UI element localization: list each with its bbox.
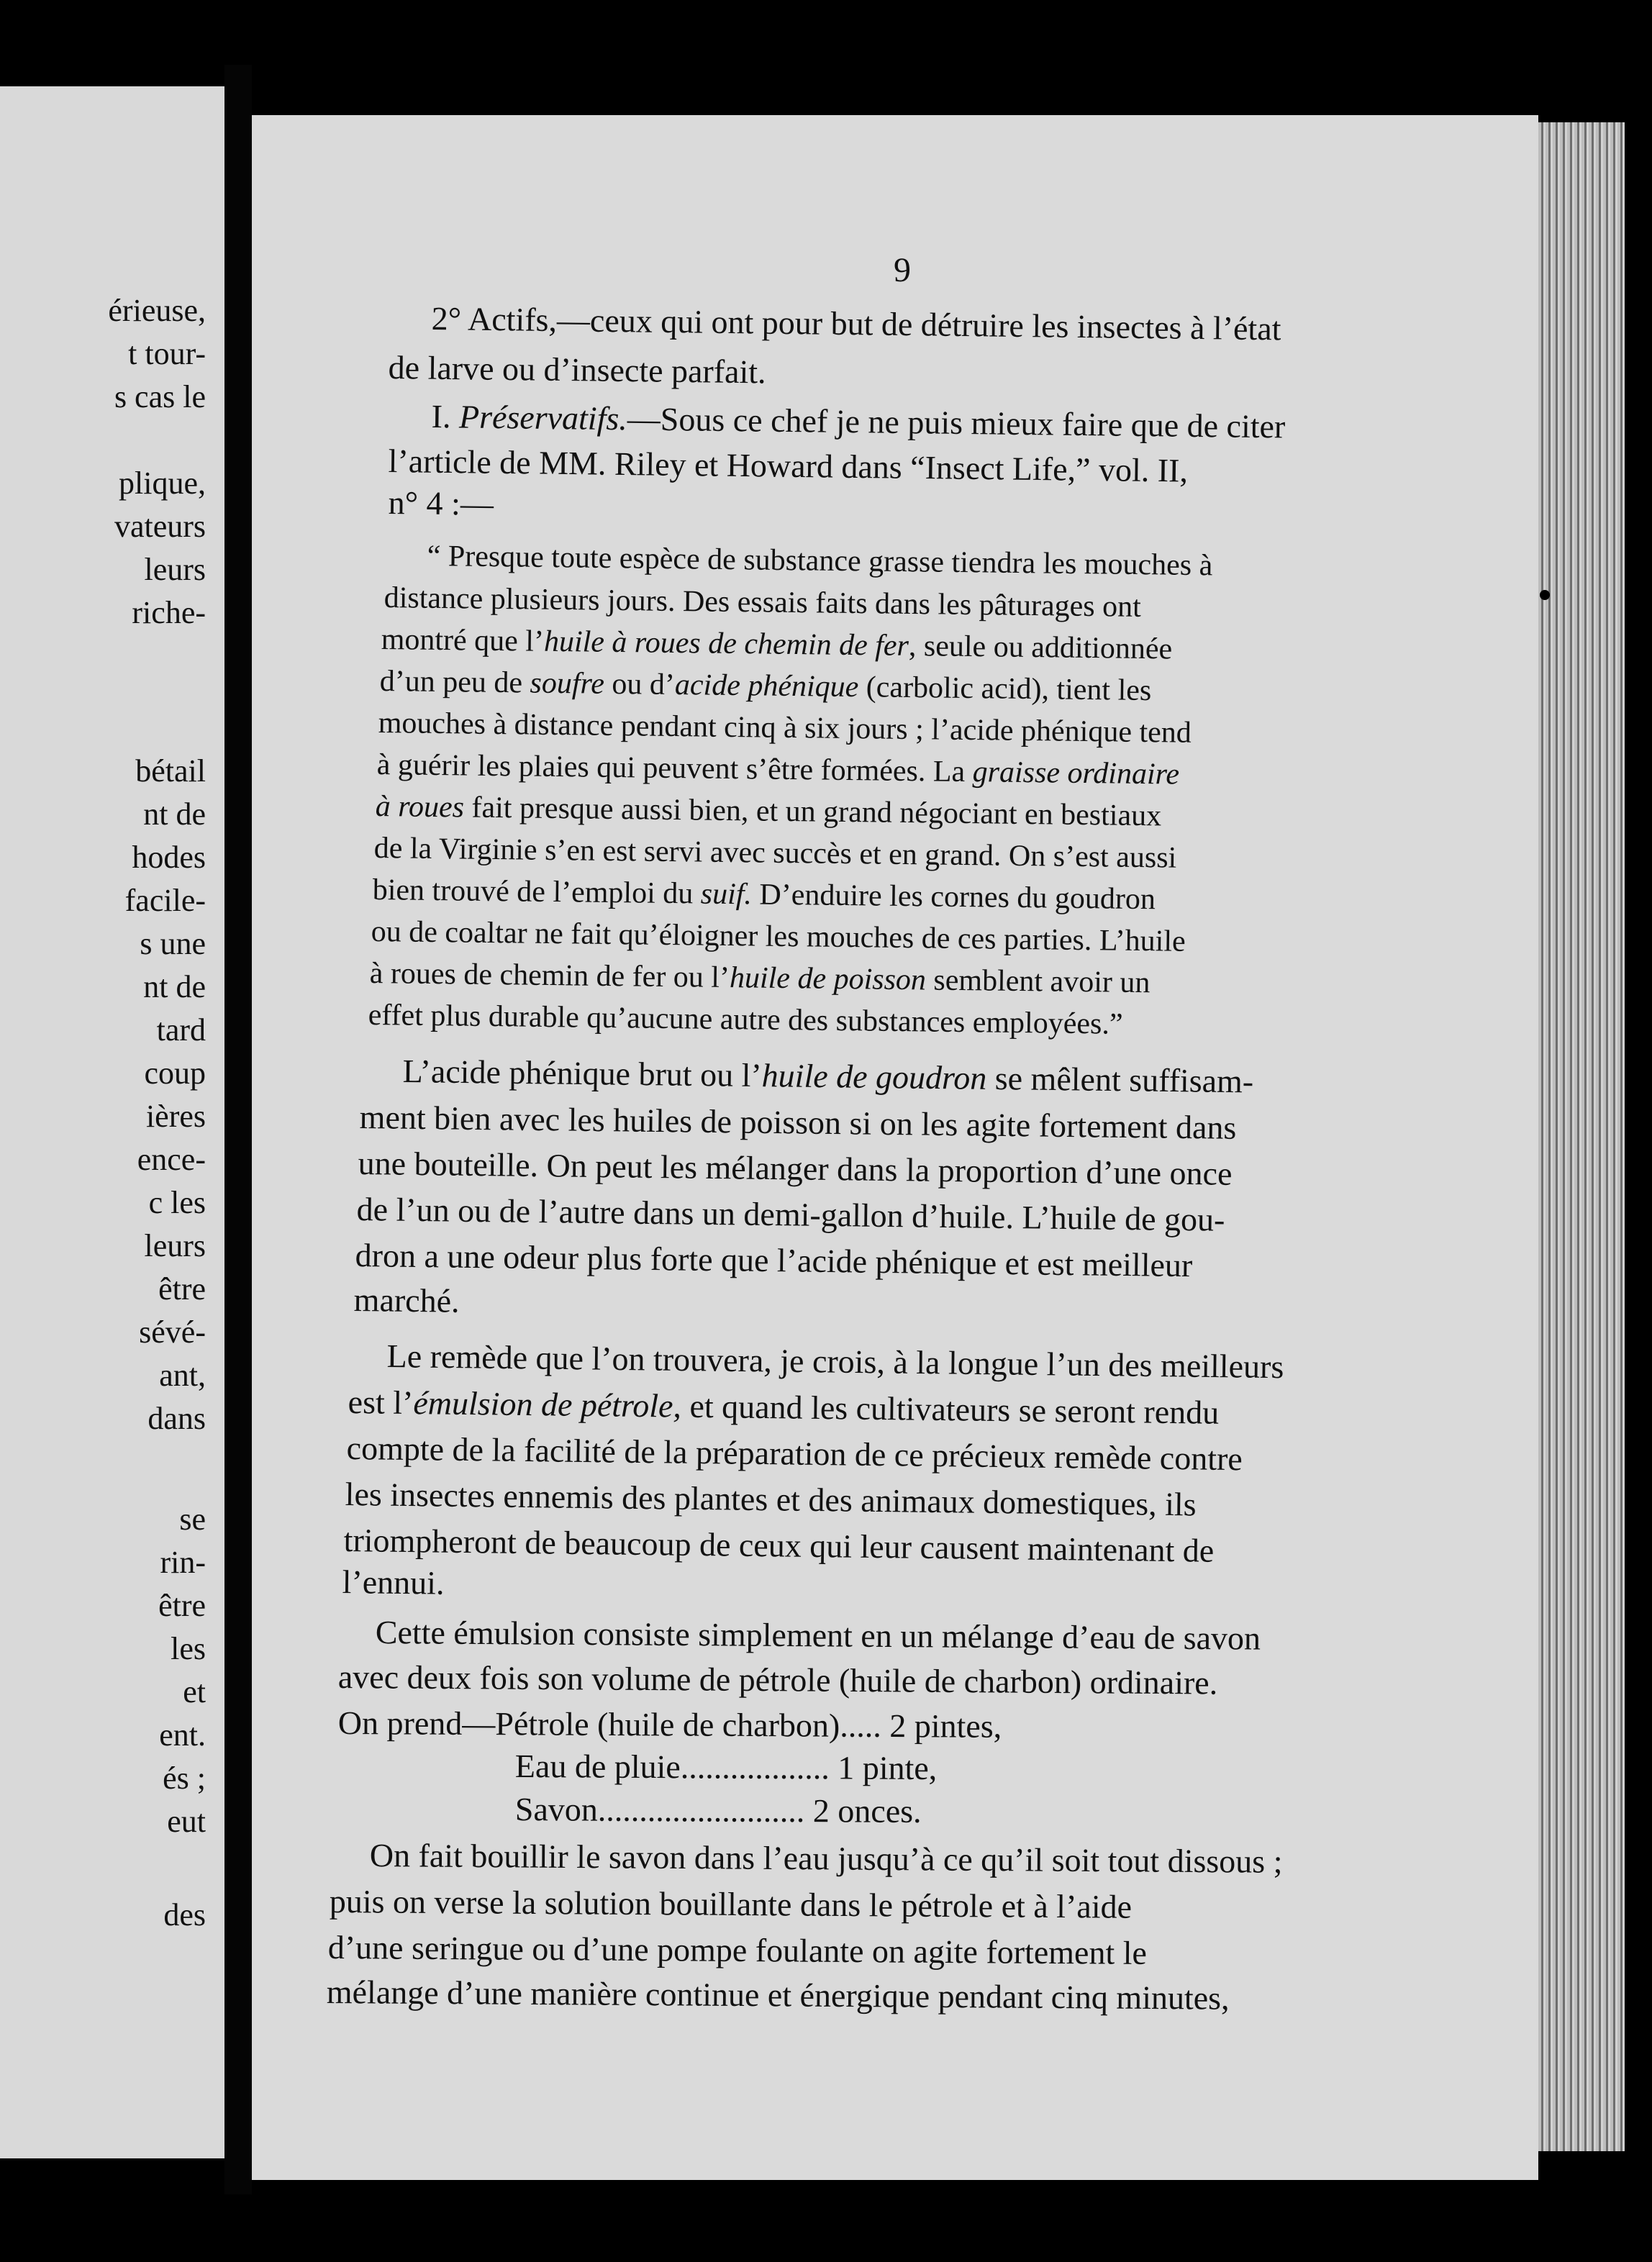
text-line: l’article de MM. Riley et Howard dans “Insect Life,” vol. II, (388, 442, 1189, 489)
left-page-fragment: eut (167, 1804, 206, 1839)
text-line: à roues de chemin de fer ou l’huile de poisson semblent avoir un (369, 957, 1150, 1000)
left-page-fragment: coup (144, 1055, 206, 1091)
left-page-fragment: nt de (143, 969, 206, 1004)
left-page-fragment: nt de (143, 796, 206, 832)
text-line: dron a une odeur plus forte que l’acide phénique et est meilleur (355, 1237, 1193, 1284)
text-line: marché. (353, 1281, 460, 1320)
recipe-line: On prend—Pétrole (huile de charbon)..... 2 pintes, (337, 1704, 1002, 1745)
recipe-line: Savon......................... 2 onces. (514, 1791, 922, 1830)
edge-mark (1540, 590, 1550, 600)
text-line: effet plus durable qu’aucune autre des substances employées.” (368, 999, 1123, 1041)
left-page-fragment: sévé- (139, 1314, 206, 1350)
text-line: puis on verse la solution bouillante dans le pétrole et à l’aide (329, 1883, 1133, 1925)
left-page-fragment: s cas le (114, 379, 206, 414)
left-page-fragment: et (183, 1674, 206, 1709)
left-page-fragment: être (158, 1271, 206, 1307)
left-page-fragment: leurs (144, 1228, 206, 1263)
text-line: d’une seringue ou d’une pompe foulante on agite fortement le (327, 1929, 1148, 1971)
left-page-fragment: leurs (144, 552, 206, 587)
text-line: L’acide phénique brut ou l’huile de goudron se mêlent suffisam- (402, 1053, 1254, 1100)
text-line: une bouteille. On peut les mélanger dans la proportion d’une once (358, 1145, 1233, 1192)
text-line: On fait bouillir le savon dans l’eau jusqu’à ce qu’il soit tout dissous ; (369, 1837, 1283, 1880)
text-line: ou de coaltar ne fait qu’éloigner les mouches de ces parties. L’huile (371, 915, 1186, 958)
text-line: I. Préservatifs.—Sous ce chef je ne puis mieux faire que de citer (431, 398, 1286, 445)
text-line: d’un peu de soufre ou d’acide phénique (carbolic acid), tient les (379, 665, 1152, 708)
text-line: mouches à distance pendant cinq à six jours ; l’acide phénique tend (378, 707, 1192, 750)
previous-page-strip (0, 86, 224, 2158)
left-page-fragment: ence- (137, 1142, 206, 1177)
text-line: à guérir les plaies qui peuvent s’être formées. La graisse ordinaire (376, 748, 1180, 791)
left-page-fragment: être (158, 1588, 206, 1623)
page-number: 9 (894, 251, 911, 289)
left-page-fragment: hodes (132, 840, 206, 875)
text-line: Cette émulsion consiste simplement en un mélange d’eau de savon (375, 1614, 1261, 1657)
left-page-fragment: bétail (135, 753, 206, 789)
left-page-fragment: ent. (159, 1717, 206, 1753)
recipe-line: Eau de pluie.................. 1 pinte, (514, 1748, 938, 1787)
left-page-fragment: riche- (132, 595, 206, 630)
text-line: avec deux fois son volume de pétrole (huile de charbon) ordinaire. (337, 1658, 1218, 1702)
text-line: mélange d’une manière continue et énergique pendant cinq minutes, (326, 1973, 1230, 2017)
text-line: de l’un ou de l’autre dans un demi-gallon d’huile. L’huile de gou- (356, 1191, 1225, 1238)
text-line: l’ennui. (342, 1563, 445, 1602)
left-page-fragment: rin- (160, 1545, 206, 1580)
text-line: triompheront de beaucoup de ceux qui leur causent maintenant de (343, 1522, 1215, 1569)
text-line: distance plusieurs jours. Des essais faits dans les pâturages ont (384, 581, 1142, 624)
left-page-fragment: tard (156, 1012, 206, 1048)
left-page-fragment: c les (148, 1185, 206, 1220)
left-page-fragment: des (163, 1897, 206, 1932)
text-line: bien trouvé de l’emploi du suif. D’enduire les cornes du goudron (372, 873, 1156, 917)
left-page-fragment: plique, (119, 465, 206, 501)
left-page-fragment: és ; (163, 1761, 206, 1796)
page-edges (1538, 122, 1625, 2151)
left-page-fragment: les (171, 1631, 206, 1666)
left-page-fragment: facile- (124, 883, 206, 918)
text-line: de la Virginie s’en est servi avec succès et en grand. On s’est aussi (373, 832, 1177, 875)
left-page-fragment: érieuse, (108, 293, 206, 328)
text-line: ment bien avec les huiles de poisson si on les agite fortement dans (359, 1099, 1237, 1146)
left-page-fragment: ières (145, 1099, 206, 1134)
text-line: “ Presque toute espèce de substance grasse tiendra les mouches à (427, 540, 1213, 583)
left-page-fragment: s une (140, 926, 206, 961)
text-line: à roues fait presque aussi bien, et un grand négociant en bestiaux (375, 790, 1162, 833)
left-page-fragment: t tour- (128, 336, 206, 371)
text-line: compte de la facilité de la préparation de ce précieux remède contre (346, 1430, 1243, 1478)
left-page-fragment: se (179, 1502, 206, 1537)
text-line: n° 4 :— (388, 484, 494, 522)
text-line: est l’émulsion de pétrole, et quand les cultivateurs se seront rendu (348, 1384, 1220, 1431)
text-line: 2° Actifs,—ceux qui ont pour but de détruire les insectes à l’état (431, 300, 1281, 348)
left-page-fragment: vateurs (114, 509, 206, 544)
text-line: montré que l’huile à roues de chemin de fer, seule ou additionnée (381, 623, 1173, 666)
book-gutter (224, 65, 252, 2194)
text-line: les insectes ennemis des plantes et des animaux domestiques, ils (345, 1476, 1197, 1523)
left-page-fragment: dans (148, 1401, 206, 1436)
text-line: Le remède que l’on trouvera, je crois, à la longue l’un des meilleurs (386, 1337, 1284, 1386)
text-line: de larve ou d’insecte parfait. (388, 349, 766, 391)
left-page-fragment: ant, (159, 1358, 206, 1393)
